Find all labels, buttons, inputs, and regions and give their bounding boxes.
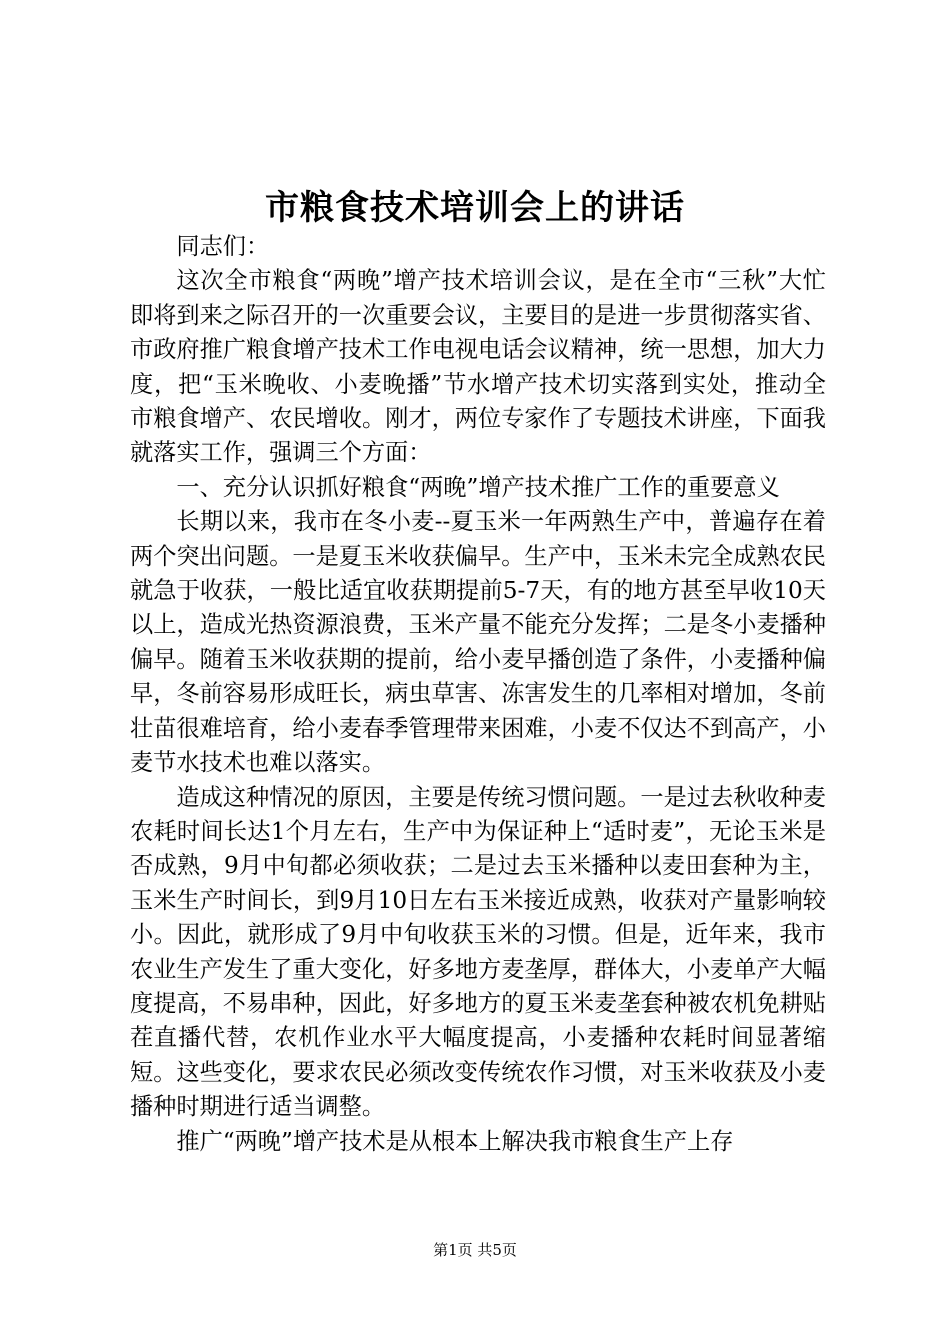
document-title: 市粮食技术培训会上的讲话 xyxy=(265,188,685,228)
paragraph-problems: 长期以来，我市在冬小麦--夏玉米一年两熟生产中，普遍存在着两个突出问题。一是夏玉米收获偏早。生产中，玉米未完全成熟农民就急于收获，一般比适宜收获期提前5-7天，有的地方甚至早收10天以上，造成光热资源浪费，玉米产量不能充分发挥；二是冬小麦播种偏早。随着玉米收获期的提前，给小麦早播创造了条件，小麦播种偏早，冬前容易形成旺长，病虫草害、冻害发生的几率相对增加，冬前壮苗很难培育，给小麦春季管理带来困难，小麦不仅达不到高产，小麦节水技术也难以落实。 xyxy=(130,508,826,777)
paragraph-salutation: 同志们： xyxy=(176,233,270,260)
page-footer: 第1页 共5页 xyxy=(433,1241,517,1259)
document-body xyxy=(130,230,826,1159)
paragraph-intro: 这次全市粮食“两晚”增产技术培训会议，是在全市“三秋”大忙即将到来之际召开的一次重要会议，主要目的是进一步贯彻落实省、市政府推广粮食增产技术工作电视电话会议精神，统一思想，加大力度，把“玉米晚收、小麦晚播”节水增产技术切实落到实处，推动全市粮食增产、农民增收。刚才，两位专家作了专题技术讲座，下面我就落实工作，强调三个方面： xyxy=(130,267,826,467)
section-heading-1: 一、充分认识抓好粮食“两晚”增产技术推广工作的重要意义 xyxy=(176,473,780,501)
paragraph-promotion: 推广“两晚”增产技术是从根本上解决我市粮食生产上存 xyxy=(176,1127,734,1155)
paragraph-causes: 造成这种情况的原因，主要是传统习惯问题。一是过去秋收种麦农耗时间长达1个月左右，生产中为保证种上“适时麦”，无论玉米是否成熟，9月中旬都必须收获；二是过去玉米播种以麦田套种为主，玉米生产时间长，到9月10日左右玉米接近成熟，收获对产量影响较小。因此，就形成了9月中旬收获玉米的习惯。但是，近年来，我市农业生产发生了重大变化，好多地方麦垄厚，群体大，小麦单产大幅度提高，不易串种，因此，好多地方的夏玉米麦垄套种被农机免耕贴茬直播代替，农机作业水平大幅度提高，小麦播种农耗时间显著缩短。这些变化，要求农民必须改变传统农作习惯，对玉米收获及小麦播种时期进行适当调整。 xyxy=(130,783,826,1121)
